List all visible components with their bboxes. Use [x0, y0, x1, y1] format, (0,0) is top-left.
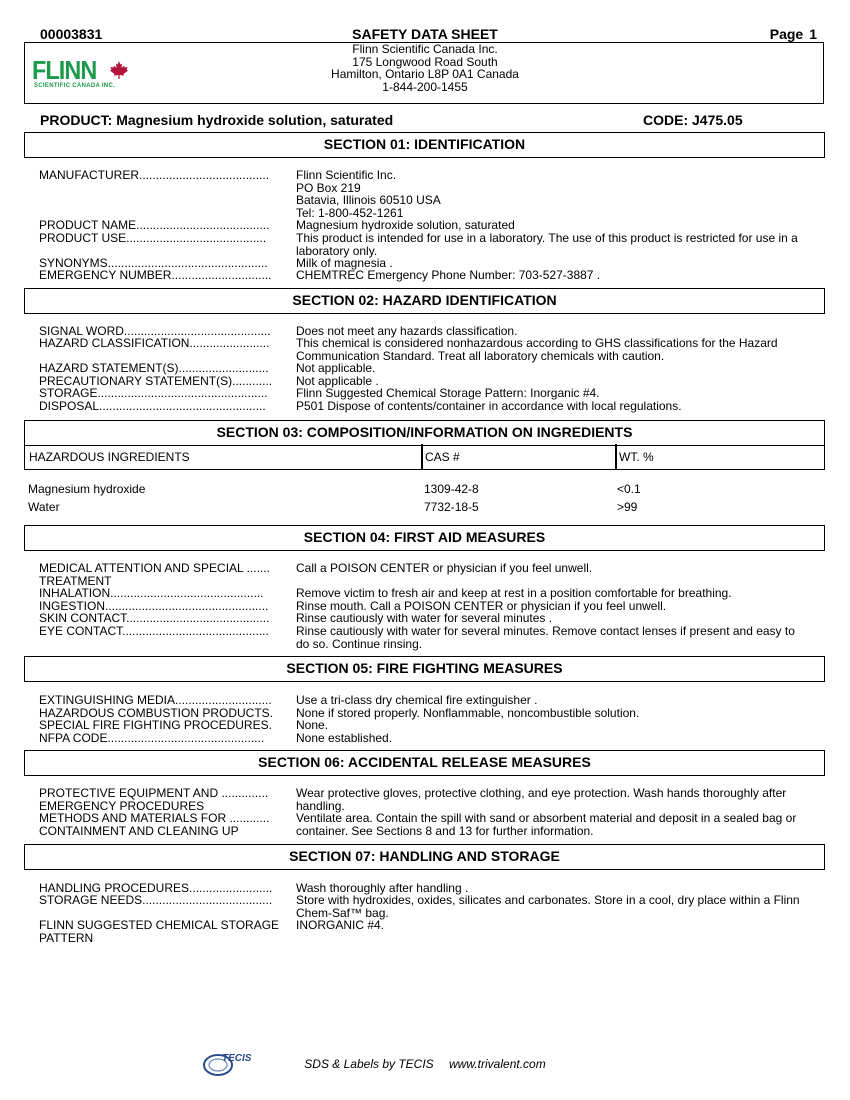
- product-name: PRODUCT: Magnesium hydroxide solution, saturated: [40, 112, 394, 128]
- logo-subtext: SCIENTIFIC CANADA INC.: [34, 83, 116, 89]
- field-label: INHALATION..............................................: [39, 587, 264, 600]
- field-label: STORAGE...................................................: [39, 387, 268, 400]
- footer-credit: [0, 1057, 850, 1071]
- document-title: SAFETY DATA SHEET: [352, 26, 498, 42]
- field-label: EXTINGUISHING MEDIA.............................: [39, 694, 272, 707]
- column-header-cas: CAS #: [425, 450, 460, 464]
- company-line: Flinn Scientific Canada Inc.: [352, 42, 498, 56]
- field-value: Flinn Suggested Chemical Storage Pattern: Inorganic #4.: [296, 386, 600, 400]
- field-label: EYE CONTACT............................................: [39, 625, 269, 638]
- field-value: This chemical is considered nonhazardous according to GHS classifications for the Hazard Communication Standard. Treat all laboratory chemicals with caution.: [296, 336, 778, 363]
- field-value: None.: [296, 718, 329, 732]
- field-label: HAZARD STATEMENT(S)...........................: [39, 362, 269, 375]
- field-row: [39, 169, 809, 219]
- field-value: None established.: [296, 731, 393, 745]
- field-value: Not applicable.: [296, 361, 376, 375]
- ingredients-table-header: [24, 444, 825, 470]
- footer-credit-text: SDS & Labels by TECIS: [304, 1057, 434, 1071]
- field-value: P501 Dispose of contents/container in accordance with local regulations.: [296, 399, 682, 413]
- page-number: 1: [809, 26, 817, 42]
- tecis-wordmark: TECIS: [222, 1053, 252, 1064]
- company-line: Hamilton, Ontario L8P 0A1 Canada: [331, 67, 519, 82]
- flinn-logo: [32, 57, 132, 93]
- field-label: HANDLING PROCEDURES.........................: [39, 882, 273, 895]
- document-number: 00003831: [40, 26, 103, 42]
- page-indicator: [770, 26, 817, 42]
- field-value: None if stored properly. Nonflammable, noncombustible solution.: [296, 706, 640, 720]
- field-label: PRECAUTIONARY STATEMENT(S)............: [39, 375, 273, 388]
- field-label: SPECIAL FIRE FIGHTING PROCEDURES.: [39, 719, 272, 732]
- field-label: PRODUCT USE..........................................: [39, 232, 267, 245]
- field-value: This product is intended for use in a laboratory. The use of this product is restricted for use in a laboratory only.: [296, 231, 798, 258]
- field-label: PROTECTIVE EQUIPMENT AND .............. EMERGENCY PROCEDURES: [39, 787, 269, 812]
- field-label: SKIN CONTACT...........................................: [39, 612, 270, 625]
- column-divider: [421, 444, 423, 469]
- section-01-title: SECTION 01: IDENTIFICATION: [24, 132, 825, 158]
- field-row: [39, 787, 809, 812]
- field-value: Does not meet any hazards classification.: [296, 324, 518, 338]
- field-value: Rinse mouth. Call a POISON CENTER or physician if you feel unwell.: [296, 599, 667, 613]
- field-label: INGESTION.................................................: [39, 600, 269, 613]
- column-divider: [615, 444, 617, 469]
- field-value: Rinse cautiously with water for several minutes. Remove contact lenses if present and easy to do so. Continue rinsing.: [296, 624, 795, 651]
- field-value: Wear protective gloves, protective clothing, and eye protection. Wash hands thoroughly after handling.: [296, 786, 787, 813]
- field-value: Use a tri-class dry chemical fire extinguisher .: [296, 693, 538, 707]
- ingredient-name: Magnesium hydroxide: [28, 482, 146, 496]
- field-row: [39, 562, 809, 587]
- field-value: Not applicable .: [296, 374, 379, 388]
- field-value: Flinn Scientific Inc. PO Box 219 Batavia, Illinois 60510 USA Tel: 1-800-452-1261: [296, 168, 441, 220]
- field-value: Wash thoroughly after handling .: [296, 881, 469, 895]
- field-label: METHODS AND MATERIALS FOR ............ CONTAINMENT AND CLEANING UP: [39, 812, 270, 837]
- company-line: 175 Longwood Road South: [352, 54, 498, 69]
- field-label: SIGNAL WORD............................................: [39, 325, 271, 338]
- ingredient-wt: >99: [617, 500, 638, 514]
- field-label: NFPA CODE...............................................: [39, 732, 265, 745]
- field-value: INORGANIC #4.: [296, 918, 385, 932]
- logo-wordmark: FLINN: [32, 55, 97, 85]
- ingredient-name: Water: [28, 500, 60, 514]
- field-value: Rinse cautiously with water for several minutes .: [296, 611, 553, 625]
- field-label: PRODUCT NAME........................................: [39, 219, 270, 232]
- field-value: Milk of magnesia .: [296, 256, 393, 270]
- field-label: FLINN SUGGESTED CHEMICAL STORAGE PATTERN: [39, 919, 280, 944]
- section-02-title: SECTION 02: HAZARD IDENTIFICATION: [24, 288, 825, 314]
- field-label: MANUFACTURER.......................................: [39, 169, 270, 182]
- field-label: EMERGENCY NUMBER..............................: [39, 269, 272, 282]
- field-value: CHEMTREC Emergency Phone Number: 703-527-3887 .: [296, 268, 601, 282]
- field-label: DISPOSAL..................................................: [39, 400, 266, 413]
- section-04-title: SECTION 04: FIRST AID MEASURES: [24, 525, 825, 551]
- section-07-title: SECTION 07: HANDLING AND STORAGE: [24, 844, 825, 870]
- field-value: Magnesium hydroxide solution, saturated: [296, 218, 515, 232]
- field-label: STORAGE NEEDS.......................................: [39, 894, 273, 907]
- field-value: Ventilate area. Contain the spill with sand or absorbent material and deposit in a sealed bag or container. See Sections 8 and 13 for further information.: [296, 811, 797, 838]
- maple-leaf-icon: [108, 60, 130, 80]
- section-06-title: SECTION 06: ACCIDENTAL RELEASE MEASURES: [24, 750, 825, 776]
- field-row: [39, 919, 809, 944]
- footer-url[interactable]: www.trivalent.com: [449, 1057, 546, 1071]
- field-value: Remove victim to fresh air and keep at rest in a position comfortable for breathing.: [296, 586, 732, 600]
- field-value: Store with hydroxides, oxides, silicates and carbonates. Store in a cool, dry place within a Flinn Chem-Saf™ bag.: [296, 893, 800, 920]
- section-03-title: SECTION 03: COMPOSITION/INFORMATION ON INGREDIENTS: [24, 420, 825, 446]
- column-header-ingredient: HAZARDOUS INGREDIENTS: [29, 450, 190, 464]
- field-label: HAZARD CLASSIFICATION........................: [39, 337, 270, 350]
- field-label: SYNONYMS................................................: [39, 257, 268, 270]
- field-label: MEDICAL ATTENTION AND SPECIAL ....... TREATMENT: [39, 562, 270, 587]
- section-05-title: SECTION 05: FIRE FIGHTING MEASURES: [24, 656, 825, 682]
- ingredient-cas: 7732-18-5: [424, 500, 479, 514]
- field-value: Call a POISON CENTER or physician if you feel unwell.: [296, 561, 593, 575]
- company-line: 1-844-200-1455: [382, 79, 468, 94]
- product-code: CODE: J475.05: [643, 112, 743, 128]
- field-label: HAZARDOUS COMBUSTION PRODUCTS.: [39, 707, 274, 720]
- field-row: [39, 812, 809, 837]
- column-header-wt: WT. %: [619, 450, 654, 464]
- page-label: Page: [769, 26, 804, 42]
- ingredient-wt: <0.1: [617, 482, 641, 496]
- ingredient-cas: 1309-42-8: [424, 482, 479, 496]
